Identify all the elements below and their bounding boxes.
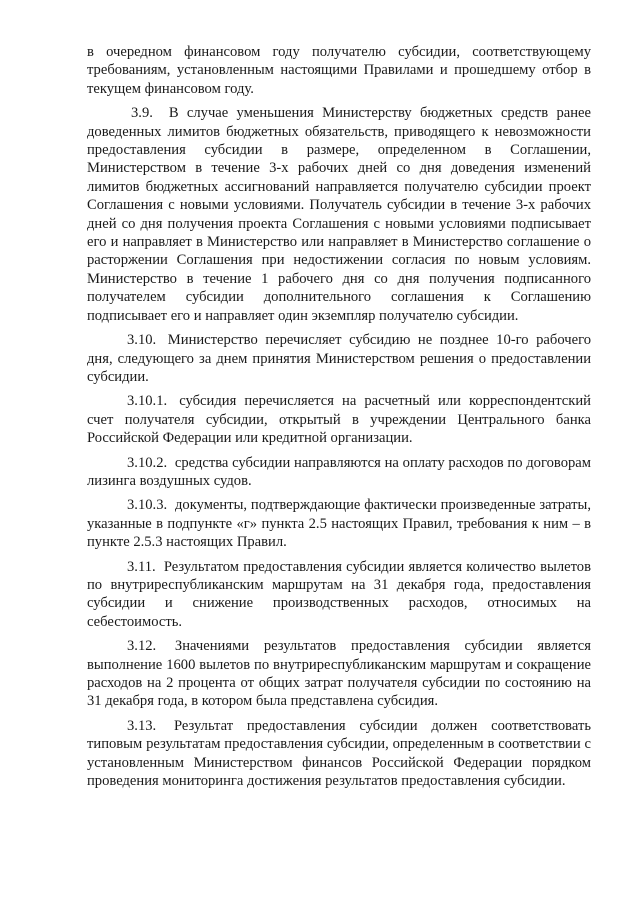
paragraph-number: 3.10. [127, 332, 157, 349]
paragraph-3-10-1 [87, 392, 591, 447]
paragraph-number: 3.9. [131, 105, 153, 122]
paragraph-text: средства субсидии направляются на оплату расходов по договорам лизинга воздушных судов. [87, 454, 591, 489]
paragraph-text: Результатом предоставления субсидии является количество вылетов по внутриреспубликанским маршрутам на 31 декабря года, предоставления субсидии и снижение производственных расходов, относимых на себестоимость. [87, 558, 591, 630]
paragraph-number: 3.10.1. [127, 393, 168, 410]
paragraph-number: 3.13. [127, 717, 157, 734]
paragraph-text: в очередном финансовом году получателю субсидии, соответствующему требованиям, установленным настоящими Правилами и прошедшему отбор в текущем финансовом году. [87, 44, 591, 97]
paragraph-text: субсидия перечисляется на расчетный или корреспондентский счет получателя субсидии, открытый в учреждении Центрального банка Российской Федерации или кредитной организации. [87, 393, 591, 447]
paragraph-text: Министерство перечисляет субсидию не позднее 10-го рабочего дня, следующего за днем принятия Министерством решения о предоставлении субсидии. [87, 332, 591, 385]
paragraph-text: документы, подтверждающие фактически произведенные затраты, указанные в подпункте «г» пункта 2.5 настоящих Правил, требования к ним – в пункте 2.5.3 настоящих Правил. [87, 497, 591, 551]
paragraph-3-10-3 [87, 496, 591, 551]
paragraph-3-11 [87, 558, 591, 632]
paragraph-number: 3.10.2. [127, 454, 168, 471]
paragraph-3-10-2 [87, 454, 591, 491]
paragraph-3-9 [87, 104, 591, 325]
paragraph-text: Значениями результатов предоставления субсидии является выполнение 1600 вылетов по внутриреспубликанским маршрутам и сокращение расходов на 2 процента от общих затрат получателя субсидии по состоянию на 31 декабря года, в котором была представлена субсидия. [87, 638, 591, 710]
paragraph-text: В случае уменьшения Министерству бюджетных средств ранее доведенных лимитов бюджетных обязательств, приводящего к невозможности предоставления субсидии в размере, определенном в Соглашении, Министерством в течение 3-х рабочих дней со дня доведения изменений лимитов бюджетных ассигнований направляется получателю субсидии проект Соглашения с новыми условиями. Получатель субсидии в течение 3-х рабочих дней со дня получения проекта Соглашения с новыми условиями подписывает его и направляет в Министерство или направляет в Министерство соглашение о расторжении Соглашения при недостижении согласия по новым условиям. Министерство в течение 1 рабочего дня со дня получения подписанного получателем субсидии дополнительного соглашения к Соглашению подписывает его и направляет один экземпляр получателю субсидии. [87, 105, 591, 324]
paragraph-number: 3.10.3. [127, 497, 168, 514]
paragraph-3-13 [87, 717, 591, 791]
paragraph-3-10 [87, 331, 591, 386]
paragraph-3-12 [87, 637, 591, 711]
document-page [87, 43, 591, 796]
paragraph-text: Результат предоставления субсидии должен соответствовать типовым результатам предоставления субсидии, определенным в соответствии с установленным Министерством финансов Российской Федерации порядком проведения мониторинга достижения результатов предоставления субсидии. [87, 717, 591, 790]
paragraph-number: 3.11. [127, 558, 156, 575]
paragraph-number: 3.12. [127, 638, 157, 655]
paragraph-continuation [87, 43, 591, 98]
